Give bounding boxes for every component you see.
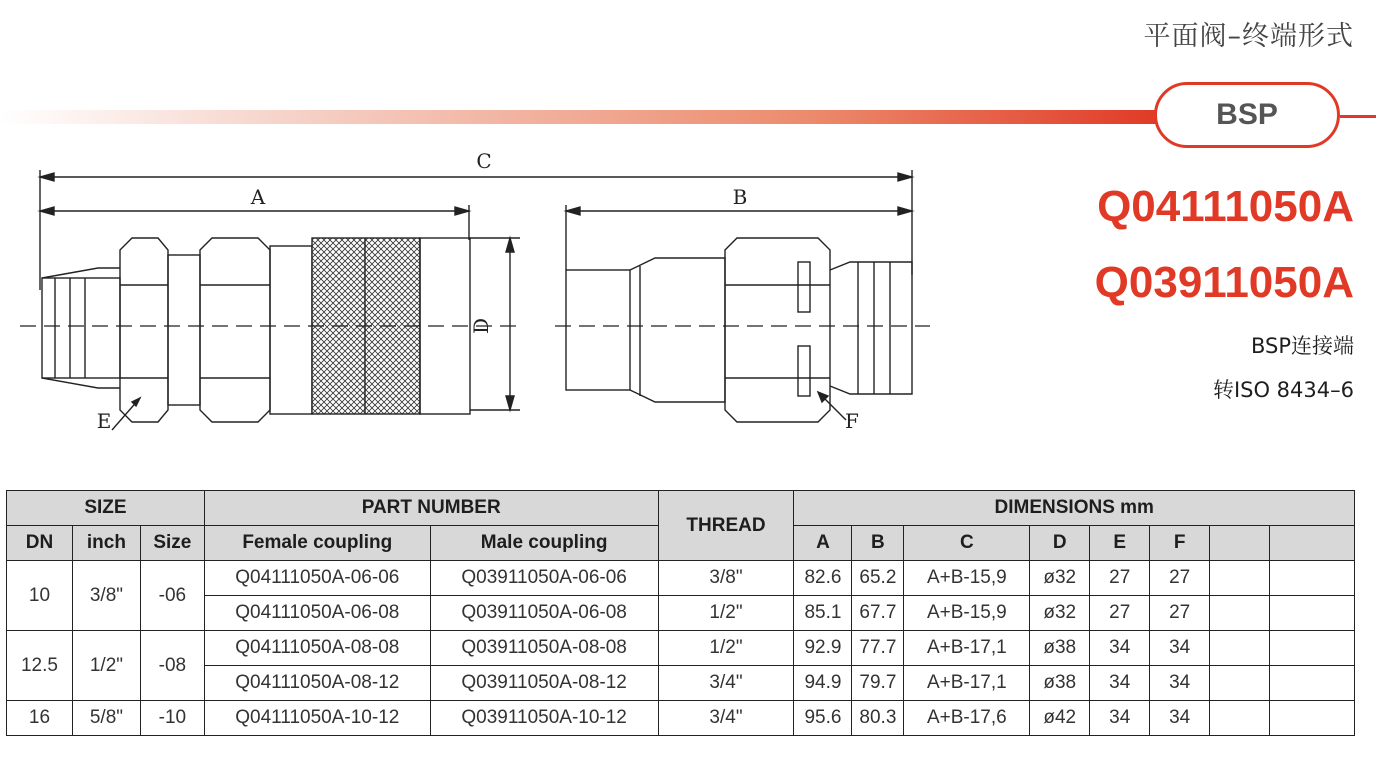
cell-b: 79.7: [852, 666, 904, 701]
cell-a: 92.9: [794, 631, 852, 666]
cell-d: ø42: [1030, 701, 1090, 736]
cell-thread: 3/4": [658, 701, 794, 736]
cell-thread: 1/2": [658, 631, 794, 666]
cell-female: Q04111050A-08-12: [204, 666, 430, 701]
cell-male: Q03911050A-06-06: [430, 561, 658, 596]
cell-male: Q03911050A-08-12: [430, 666, 658, 701]
cell-empty-1: [1210, 666, 1270, 701]
cell-f: 34: [1150, 701, 1210, 736]
cell-dn: 12.5: [7, 631, 73, 701]
thread-header: THREAD: [658, 491, 794, 561]
cell-size: -10: [140, 701, 204, 736]
female-model-number: Q04111050A: [1097, 182, 1354, 231]
cell-d: ø32: [1030, 596, 1090, 631]
table-row: [7, 561, 1355, 596]
table-row: [7, 631, 1355, 666]
cell-e: 27: [1090, 561, 1150, 596]
cell-female: Q04111050A-08-08: [204, 631, 430, 666]
column-header-e: E: [1090, 526, 1150, 561]
table-row: [7, 701, 1355, 736]
cell-d: ø32: [1030, 561, 1090, 596]
dimension-label-c: C: [476, 149, 492, 173]
cell-a: 82.6: [794, 561, 852, 596]
cell-b: 65.2: [852, 561, 904, 596]
cell-empty-1: [1210, 596, 1270, 631]
table-group-header-row: [7, 491, 1355, 526]
cell-thread: 1/2": [658, 596, 794, 631]
table-row: [7, 596, 1355, 631]
cell-c: A+B-15,9: [904, 561, 1030, 596]
cell-a: 94.9: [794, 666, 852, 701]
cell-e: 27: [1090, 596, 1150, 631]
column-header-b: B: [852, 526, 904, 561]
dimensions-group-header: DIMENSIONS mm: [794, 491, 1355, 526]
cell-empty-2: [1270, 701, 1355, 736]
column-header-size: Size: [140, 526, 204, 561]
cell-b: 80.3: [852, 701, 904, 736]
cell-f: 34: [1150, 666, 1210, 701]
dimension-label-f: F: [845, 409, 859, 433]
iso-subtitle: 转ISO 8434–6: [1212, 378, 1354, 402]
cell-male: Q03911050A-08-08: [430, 631, 658, 666]
column-header-a: A: [794, 526, 852, 561]
cell-female: Q04111050A-06-08: [204, 596, 430, 631]
cell-female: Q04111050A-10-12: [204, 701, 430, 736]
size-group-header: SIZE: [7, 491, 205, 526]
part-number-group-header: PART NUMBER: [204, 491, 658, 526]
cell-e: 34: [1090, 701, 1150, 736]
column-header-d: D: [1030, 526, 1090, 561]
column-header-f: F: [1150, 526, 1210, 561]
dimension-label-e: E: [96, 409, 112, 433]
male-model-number: Q03911050A: [1094, 258, 1354, 307]
cell-d: ø38: [1030, 631, 1090, 666]
cell-d: ø38: [1030, 666, 1090, 701]
cell-f: 27: [1150, 596, 1210, 631]
cell-c: A+B-17,1: [904, 631, 1030, 666]
bsp-badge-label: BSP: [1216, 98, 1278, 131]
cell-b: 77.7: [852, 631, 904, 666]
column-header-female: Female coupling: [204, 526, 430, 561]
cell-a: 95.6: [794, 701, 852, 736]
cell-dn: 16: [7, 701, 73, 736]
cell-c: A+B-17,1: [904, 666, 1030, 701]
cell-empty-2: [1270, 631, 1355, 666]
column-header-c: C: [904, 526, 1030, 561]
cell-dn: 10: [7, 561, 73, 631]
cell-female: Q04111050A-06-06: [204, 561, 430, 596]
cell-empty-1: [1210, 631, 1270, 666]
column-header-inch: inch: [72, 526, 140, 561]
coupling-technical-drawing: [0, 140, 950, 440]
connection-subtitle: BSP连接端: [1250, 334, 1354, 358]
cell-inch: 5/8": [72, 701, 140, 736]
header-gradient-rule: [0, 110, 1160, 124]
cell-e: 34: [1090, 631, 1150, 666]
cell-empty-1: [1210, 701, 1270, 736]
cell-b: 67.7: [852, 596, 904, 631]
column-header-empty-2: [1270, 526, 1355, 561]
cell-empty-2: [1270, 561, 1355, 596]
cell-a: 85.1: [794, 596, 852, 631]
dimension-label-b: B: [732, 185, 748, 209]
bsp-badge: [1154, 82, 1340, 148]
cell-empty-2: [1270, 596, 1355, 631]
column-header-dn: DN: [7, 526, 73, 561]
page-title: 平面阀–终端形式: [1143, 21, 1354, 52]
cell-thread: 3/4": [658, 666, 794, 701]
cell-male: Q03911050A-06-08: [430, 596, 658, 631]
cell-size: -06: [140, 561, 204, 631]
cell-c: A+B-17,6: [904, 701, 1030, 736]
column-header-empty-1: [1210, 526, 1270, 561]
specifications-table: [6, 490, 1355, 736]
cell-e: 34: [1090, 666, 1150, 701]
cell-inch: 3/8": [72, 561, 140, 631]
header-rule-tail: [1340, 115, 1376, 118]
dimension-label-a: A: [250, 185, 266, 209]
cell-c: A+B-15,9: [904, 596, 1030, 631]
cell-inch: 1/2": [72, 631, 140, 701]
table-body: [7, 561, 1355, 736]
cell-empty-2: [1270, 666, 1355, 701]
cell-f: 34: [1150, 631, 1210, 666]
column-header-male: Male coupling: [430, 526, 658, 561]
cell-size: -08: [140, 631, 204, 701]
dimension-label-d: D: [469, 317, 493, 335]
cell-thread: 3/8": [658, 561, 794, 596]
cell-male: Q03911050A-10-12: [430, 701, 658, 736]
table-row: [7, 666, 1355, 701]
cell-empty-1: [1210, 561, 1270, 596]
cell-f: 27: [1150, 561, 1210, 596]
